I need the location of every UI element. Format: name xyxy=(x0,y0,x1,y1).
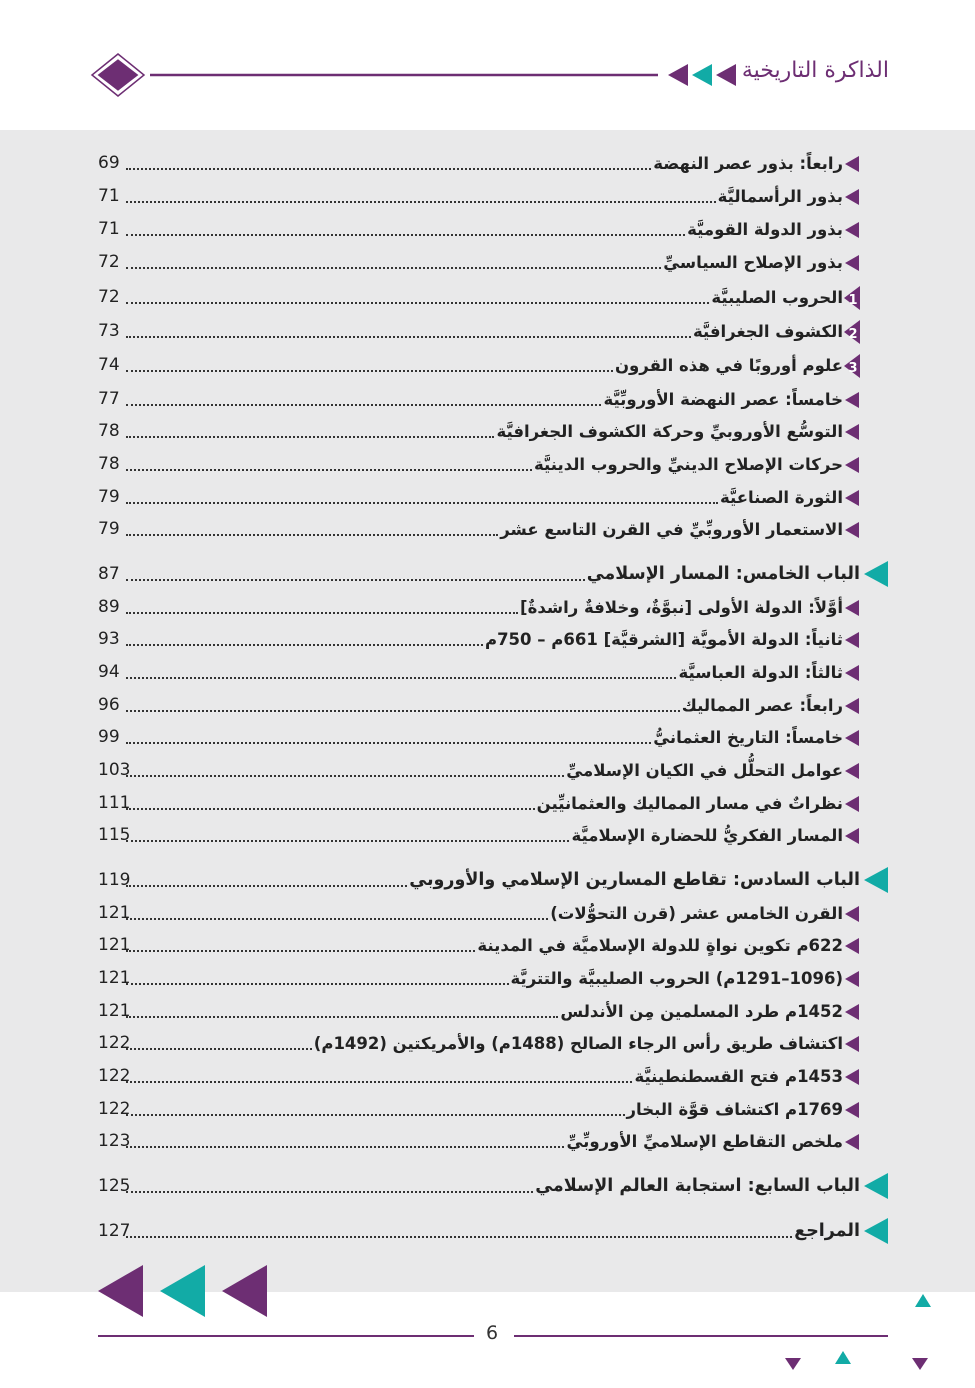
section-bullet-icon xyxy=(843,520,861,540)
toc-entry-page: 87 xyxy=(98,564,120,584)
toc-entry-label: أوَّلاً: الدولة الأولى [نبوَّةٌ، وخلافةٌ راشدةٌ] xyxy=(520,597,843,617)
toc-entry-label: بذور الدولة القوميَّة xyxy=(687,219,843,239)
toc-entry-label: التوسُّع الأوروبيِّ وحركة الكشوف الجغرافيَّة xyxy=(496,421,843,441)
section-bullet-icon xyxy=(843,728,861,748)
page-number: 6 xyxy=(486,1322,499,1344)
toc-entry-page: 121 xyxy=(98,903,131,923)
dot-leader xyxy=(126,885,407,887)
toc-entry[interactable] xyxy=(98,516,843,542)
dot-leader xyxy=(126,404,601,406)
section-bullet-icon xyxy=(843,1132,861,1152)
toc-entry-page: 123 xyxy=(98,1131,131,1151)
section-bullet-icon xyxy=(843,598,861,618)
dot-leader xyxy=(126,267,661,269)
dot-leader xyxy=(126,1016,558,1018)
toc-entry-page: 69 xyxy=(98,153,120,173)
toc-entry[interactable] xyxy=(98,1030,843,1056)
toc-entry-page: 103 xyxy=(98,760,131,780)
numbered-bullet-icon xyxy=(842,319,862,345)
toc-entry[interactable] xyxy=(98,790,843,816)
dot-leader xyxy=(126,534,498,536)
toc-entry[interactable] xyxy=(98,594,843,620)
section-bullet-icon xyxy=(843,663,861,683)
dot-leader xyxy=(126,950,475,952)
header-title: الذاكرة التاريخية xyxy=(741,58,889,83)
toc-entry[interactable] xyxy=(98,183,843,209)
section-bullet-icon xyxy=(843,969,861,989)
section-bullet-icon xyxy=(843,1067,861,1087)
toc-entry[interactable] xyxy=(98,150,843,176)
toc-entry-label: اكتشاف طريق رأس الرجاء الصالح (1488م) والأمريكتين (1492م) xyxy=(313,1033,843,1053)
toc-entry[interactable] xyxy=(98,561,860,587)
toc-entry-label: (1096–1291م) الحروب الصليبيَّة والتتريَّة xyxy=(510,968,843,988)
dot-leader xyxy=(126,1081,632,1083)
toc-entry[interactable] xyxy=(98,284,843,310)
toc-entry-label: بذور الإصلاح السياسيِّ xyxy=(663,252,843,272)
toc-entry[interactable] xyxy=(98,451,843,477)
toc-entry-page: 73 xyxy=(98,321,120,341)
toc-entry[interactable] xyxy=(98,965,843,991)
section-bullet-icon xyxy=(843,904,861,924)
toc-entry-page: 72 xyxy=(98,252,120,272)
toc-entry-page: 78 xyxy=(98,421,120,441)
dot-leader xyxy=(126,1114,625,1116)
toc-entry-label: الحروب الصليبيَّة xyxy=(711,287,843,307)
toc-entry[interactable] xyxy=(98,1096,843,1122)
dot-leader xyxy=(126,336,691,338)
dot-leader xyxy=(126,201,716,203)
toc-entry[interactable] xyxy=(98,867,860,893)
dot-leader xyxy=(126,302,709,304)
toc-entry[interactable] xyxy=(98,1063,843,1089)
dot-leader xyxy=(126,579,585,581)
dot-leader xyxy=(126,918,548,920)
dot-leader xyxy=(126,644,483,646)
toc-entry[interactable] xyxy=(98,1128,843,1154)
dot-leader xyxy=(126,502,718,504)
dot-leader xyxy=(126,775,564,777)
toc-entry-page: 122 xyxy=(98,1066,131,1086)
dot-leader xyxy=(126,710,680,712)
chapter-bullet-icon xyxy=(862,1171,890,1201)
toc-entry-label: خامساً: التاريخ العثمانيُّ xyxy=(653,727,843,747)
toc-entry-label: الاستعمار الأوروبِّيِّ في القرن التاسع عشر xyxy=(500,519,843,539)
toc-entry[interactable] xyxy=(98,1218,860,1244)
dot-leader xyxy=(126,436,494,438)
toc-entry-label: الكشوف الجغرافيَّة xyxy=(692,321,843,341)
toc-entry-page: 122 xyxy=(98,1099,131,1119)
toc-entry-label: المراجع xyxy=(794,1221,860,1241)
toc-entry-page: 77 xyxy=(98,389,120,409)
toc-entry-page: 79 xyxy=(98,519,120,539)
toc-entry-page: 111 xyxy=(98,793,131,813)
toc-entry[interactable] xyxy=(98,352,843,378)
toc-entry[interactable] xyxy=(98,418,843,444)
toc-entry[interactable] xyxy=(98,757,843,783)
toc-entry-page: 89 xyxy=(98,597,120,617)
dot-leader xyxy=(126,983,509,985)
toc-entry[interactable] xyxy=(98,249,843,275)
dot-leader xyxy=(126,1146,564,1148)
toc-entry-page: 127 xyxy=(98,1221,131,1241)
toc-entry[interactable] xyxy=(98,692,843,718)
toc-entry-label: رابعاً: عصر المماليك xyxy=(681,695,843,715)
toc-entry-label: رابعاً: بذور عصر النهضة xyxy=(653,153,843,173)
toc-entry-page: 96 xyxy=(98,695,120,715)
toc-entry-page: 79 xyxy=(98,487,120,507)
dot-leader xyxy=(126,677,676,679)
toc-entry[interactable] xyxy=(98,822,843,848)
toc-entry-page: 119 xyxy=(98,870,131,890)
dot-leader xyxy=(126,808,535,810)
toc-entry[interactable] xyxy=(98,724,843,750)
toc-entry-label: بذور الرأسماليَّة xyxy=(717,186,843,206)
toc-entry-label: القرن الخامس عشر (قرن التحوُّلات) xyxy=(550,903,843,923)
toc-entry[interactable] xyxy=(98,216,843,242)
numbered-bullet-icon xyxy=(842,285,862,311)
toc-entry-label: الباب السادس: تقاطع المسارين الإسلامي والأوروبي xyxy=(409,870,860,890)
section-bullet-icon xyxy=(843,220,861,240)
dot-leader xyxy=(126,742,651,744)
toc-entry[interactable] xyxy=(98,386,843,412)
section-bullet-icon xyxy=(843,826,861,846)
toc-entry[interactable] xyxy=(98,1173,860,1199)
dot-leader xyxy=(126,168,651,170)
dot-leader xyxy=(126,840,569,842)
chapter-bullet-icon xyxy=(862,1216,890,1246)
section-bullet-icon xyxy=(843,154,861,174)
toc-entry-page: 121 xyxy=(98,968,131,988)
toc-entry-label: 1452م طرد المسلمين مِن الأندلس xyxy=(560,1001,843,1021)
section-bullet-icon xyxy=(843,422,861,442)
bullet-number: 3 xyxy=(848,361,858,376)
section-bullet-icon xyxy=(843,187,861,207)
toc-entry-label: الثورة الصناعيَّة xyxy=(720,487,843,507)
toc-entry-page: 93 xyxy=(98,629,120,649)
section-bullet-icon xyxy=(843,1034,861,1054)
section-bullet-icon xyxy=(843,630,861,650)
section-bullet-icon xyxy=(843,936,861,956)
toc-entry-label: عوامل التحلُّل في الكيان الإسلاميِّ xyxy=(566,760,843,780)
toc-entry[interactable] xyxy=(98,659,843,685)
toc-entry-label: علوم أوروبًا في هذه القرون xyxy=(614,355,843,375)
toc-entry-page: 115 xyxy=(98,825,131,845)
toc-entry-label: الباب الخامس: المسار الإسلامي xyxy=(586,564,860,584)
dot-leader xyxy=(126,234,685,236)
numbered-bullet-icon xyxy=(842,353,862,379)
toc-entry-label: المسار الفكريُّ للحضارة الإسلاميَّة xyxy=(571,825,843,845)
toc-entry-label: ملخص التقاطع الإسلاميِّ الأوروبِّيِّ xyxy=(566,1131,843,1151)
section-bullet-icon xyxy=(843,390,861,410)
toc-entry[interactable] xyxy=(98,626,843,652)
section-bullet-icon xyxy=(843,794,861,814)
toc-entry[interactable] xyxy=(98,318,843,344)
toc-entry-page: 121 xyxy=(98,1001,131,1021)
section-bullet-icon xyxy=(843,455,861,475)
toc-entry-label: الباب السابع: استجابة العالم الإسلامي xyxy=(535,1176,860,1196)
toc-entry-label: خامساً: عصر النهضة الأوروبِّيَّة xyxy=(603,389,843,409)
toc-entry-page: 78 xyxy=(98,454,120,474)
dot-leader xyxy=(126,612,518,614)
dot-leader xyxy=(126,1048,312,1050)
bullet-number: 2 xyxy=(848,327,858,342)
toc-entry-label: نظراتٌ في مسار المماليك والعثمانيِّين xyxy=(536,793,843,813)
chapter-bullet-icon xyxy=(862,559,890,589)
section-bullet-icon xyxy=(843,696,861,716)
page-header xyxy=(0,0,975,130)
toc-entry-page: 122 xyxy=(98,1033,131,1053)
toc-entry-label: 1453م فتح القسطنطينيَّة xyxy=(634,1066,843,1086)
toc-entry-label: ثالثاً: الدولة العباسيَّة xyxy=(678,662,843,682)
toc-entry-page: 72 xyxy=(98,287,120,307)
toc-entry-label: 1769م اكتشاف قوَّة البخار xyxy=(626,1099,843,1119)
toc-entry[interactable] xyxy=(98,900,843,926)
toc-entry[interactable] xyxy=(98,932,843,958)
bullet-number: 1 xyxy=(848,293,858,308)
dot-leader xyxy=(126,1191,533,1193)
toc-entry-label: حركات الإصلاح الدينيِّ والحروب الدينيَّة xyxy=(534,454,843,474)
toc-entry-page: 74 xyxy=(98,355,120,375)
toc-entry[interactable] xyxy=(98,998,843,1024)
toc-entry-page: 71 xyxy=(98,186,120,206)
toc-entry[interactable] xyxy=(98,484,843,510)
toc-entry-page: 94 xyxy=(98,662,120,682)
toc-entry-page: 125 xyxy=(98,1176,131,1196)
section-bullet-icon xyxy=(843,253,861,273)
section-bullet-icon xyxy=(843,761,861,781)
section-bullet-icon xyxy=(843,1100,861,1120)
dot-leader xyxy=(126,469,532,471)
toc-entry-page: 71 xyxy=(98,219,120,239)
toc-entry-label: ثانياً: الدولة الأمويَّة [الشرقيَّة] 661م – 750م xyxy=(484,629,843,649)
section-bullet-icon xyxy=(843,488,861,508)
toc-entry-page: 99 xyxy=(98,727,120,747)
section-bullet-icon xyxy=(843,1002,861,1022)
toc-entry-label: 622م تكوين نواةٍ للدولة الإسلاميَّة في المدينة xyxy=(477,935,843,955)
chapter-bullet-icon xyxy=(862,865,890,895)
toc-entry-page: 121 xyxy=(98,935,131,955)
dot-leader xyxy=(126,370,613,372)
dot-leader xyxy=(126,1236,792,1238)
